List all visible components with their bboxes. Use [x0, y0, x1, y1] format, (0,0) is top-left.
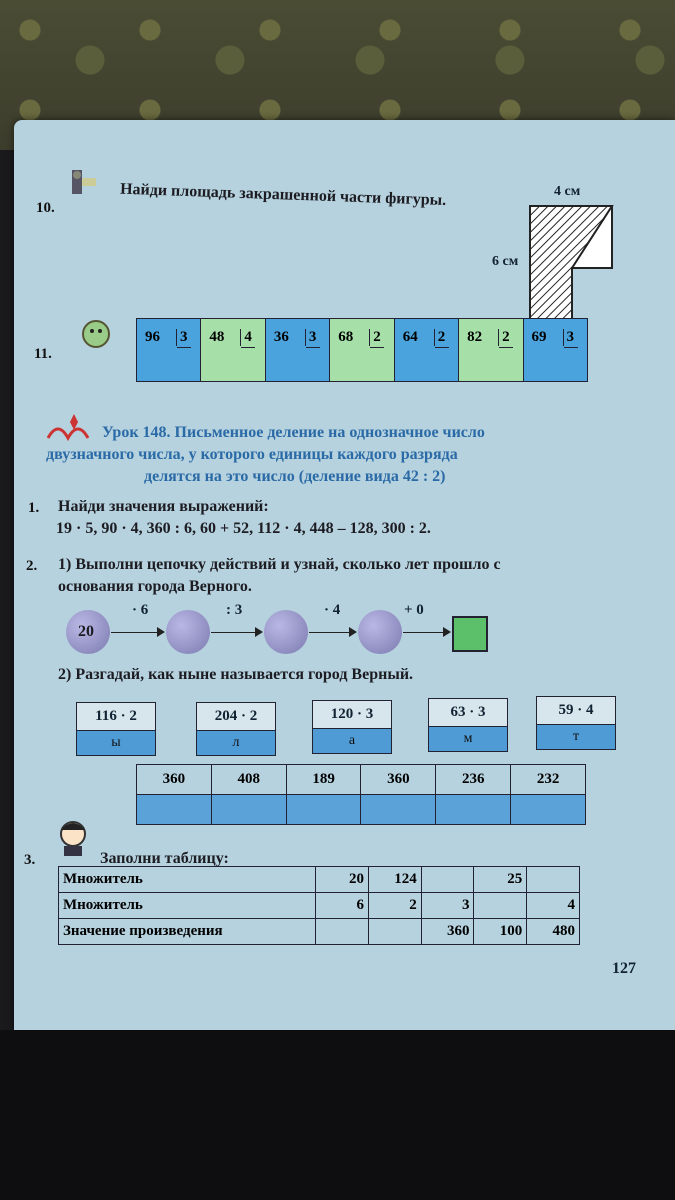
dividend: 68 [338, 329, 354, 345]
code-expr: 204 · 2 [197, 703, 275, 731]
code-letter: л [197, 731, 275, 755]
division-cell [201, 319, 265, 381]
dividend: 69 [531, 329, 547, 345]
answer-number: 360 [137, 765, 212, 795]
divisor: 4 [240, 329, 252, 346]
quotient-line[interactable] [564, 347, 578, 348]
table-row [59, 893, 580, 919]
lesson-ornament-icon [44, 410, 104, 449]
table-cell: 20 [316, 867, 369, 893]
task2-part2: 2) Разгадай, как ныне называется город Верный. [58, 666, 414, 683]
answer-number: 232 [511, 765, 586, 795]
division-strip [136, 318, 588, 382]
table-cell: 6 [316, 893, 369, 919]
table-cell: 2 [369, 893, 422, 919]
code-expr: 116 · 2 [77, 703, 155, 731]
code-expr: 120 · 3 [313, 701, 391, 729]
table-cell[interactable] [369, 919, 422, 945]
lesson-title-line1: Урок 148. Письменное деление на однозначное число [102, 424, 485, 441]
answer-number: 360 [361, 765, 436, 795]
dividend: 96 [145, 329, 160, 345]
dark-surface [0, 1030, 675, 1200]
task2-number: 2. [26, 558, 38, 574]
row-label: Значение произведения [59, 919, 316, 945]
division-cell [137, 319, 201, 381]
multiplication-table [58, 866, 580, 945]
answer-table [136, 764, 586, 825]
row-label: Множитель [59, 893, 316, 919]
code-box-4 [428, 698, 508, 752]
division-cell [524, 319, 587, 381]
chain-arrow-2 [211, 632, 261, 633]
chain-ball-3 [264, 610, 308, 654]
table-row [59, 919, 580, 945]
boy-icon [54, 818, 92, 863]
answer-letter-cell[interactable] [511, 795, 586, 825]
task1-number: 1. [28, 500, 40, 516]
table-cell: 3 [421, 893, 474, 919]
figure-width-label: 4 см [554, 184, 581, 199]
lesson-title-line2: двузначного числа, у которого единицы каждого разряда [46, 446, 458, 463]
divisor: 2 [369, 329, 381, 346]
dividend: 82 [467, 329, 483, 345]
code-expr: 59 · 4 [537, 697, 615, 725]
code-letter: ы [77, 731, 155, 755]
chain-arrow-3 [309, 632, 355, 633]
chain-op-3: · 4 [324, 602, 341, 618]
answer-letter-cell[interactable] [361, 795, 436, 825]
cartoon-bird-icon [78, 316, 114, 357]
answer-letter-cell[interactable] [211, 795, 286, 825]
table-cell[interactable] [316, 919, 369, 945]
task2-part1-line1: 1) Выполни цепочку действий и узнай, сколько лет прошло с [58, 556, 501, 573]
answer-number: 236 [436, 765, 511, 795]
chain-result-box [452, 616, 488, 652]
table-row [59, 867, 580, 893]
answer-number: 189 [286, 765, 361, 795]
task11-number: 11. [34, 346, 52, 362]
table-cell: 100 [474, 919, 527, 945]
row-label: Множитель [59, 867, 316, 893]
dividend: 48 [209, 329, 225, 345]
chain-op-2: : 3 [226, 602, 243, 618]
figure-height-label: 6 см [492, 254, 519, 269]
divisor: 3 [305, 329, 317, 346]
answer-letter-cell[interactable] [137, 795, 212, 825]
code-box-2 [196, 702, 276, 756]
lesson-title-line3: делятся на это число (деление вида 42 : 2) [144, 468, 446, 485]
task10-number: 10. [36, 200, 55, 216]
dividend: 64 [402, 329, 418, 345]
chain-ball-2 [166, 610, 210, 654]
code-box-3 [312, 700, 392, 754]
task1-expressions: 19 · 5, 90 · 4, 360 : 6, 60 + 52, 112 · 4, 448 – 128, 300 : 2. [56, 520, 431, 537]
table-cell[interactable] [421, 867, 474, 893]
task10-text: Найди площадь закрашенной части фигуры. [119, 180, 447, 210]
chain-op-4: + 0 [404, 602, 424, 618]
code-letter: т [537, 725, 615, 749]
dividend: 36 [273, 329, 289, 345]
task1-text: Найди значения выражений: [58, 498, 269, 515]
chain-start-value: 20 [78, 623, 94, 640]
task3-number: 3. [24, 852, 36, 868]
code-box-1 [76, 702, 156, 756]
quotient-line[interactable] [370, 347, 384, 348]
division-cell [266, 319, 330, 381]
quotient-line[interactable] [499, 347, 513, 348]
task2-part1-line2: основания города Верного. [58, 578, 252, 595]
table-cell: 360 [421, 919, 474, 945]
code-letter: м [429, 727, 507, 751]
divisor: 2 [498, 329, 510, 346]
division-cell [395, 319, 459, 381]
quotient-line[interactable] [306, 347, 320, 348]
quotient-line[interactable] [177, 347, 191, 348]
page-number: 127 [612, 960, 636, 977]
division-cell [459, 319, 523, 381]
chain-ball-4 [358, 610, 402, 654]
table-cell[interactable] [474, 893, 527, 919]
code-letter: а [313, 729, 391, 753]
table-cell: 124 [369, 867, 422, 893]
divisor: 3 [176, 329, 188, 346]
code-box-5 [536, 696, 616, 750]
table-cell: 4 [527, 893, 580, 919]
quotient-line[interactable] [435, 347, 449, 348]
chain-op-1: · 6 [132, 602, 149, 618]
table-cell: 480 [527, 919, 580, 945]
answer-letter-cell[interactable] [436, 795, 511, 825]
answer-letter-cell[interactable] [286, 795, 361, 825]
chain-arrow-1 [111, 632, 163, 633]
division-cell [330, 319, 394, 381]
answer-number: 408 [211, 765, 286, 795]
task3-text: Заполни таблицу: [100, 850, 229, 867]
table-cell: 25 [474, 867, 527, 893]
quotient-line[interactable] [241, 347, 255, 348]
code-expr: 63 · 3 [429, 699, 507, 727]
divisor: 2 [434, 329, 446, 346]
owl-icon [64, 168, 96, 198]
table-cell[interactable] [527, 867, 580, 893]
divisor: 3 [563, 329, 575, 346]
shaded-figure [526, 202, 616, 332]
chain-arrow-4 [403, 632, 449, 633]
